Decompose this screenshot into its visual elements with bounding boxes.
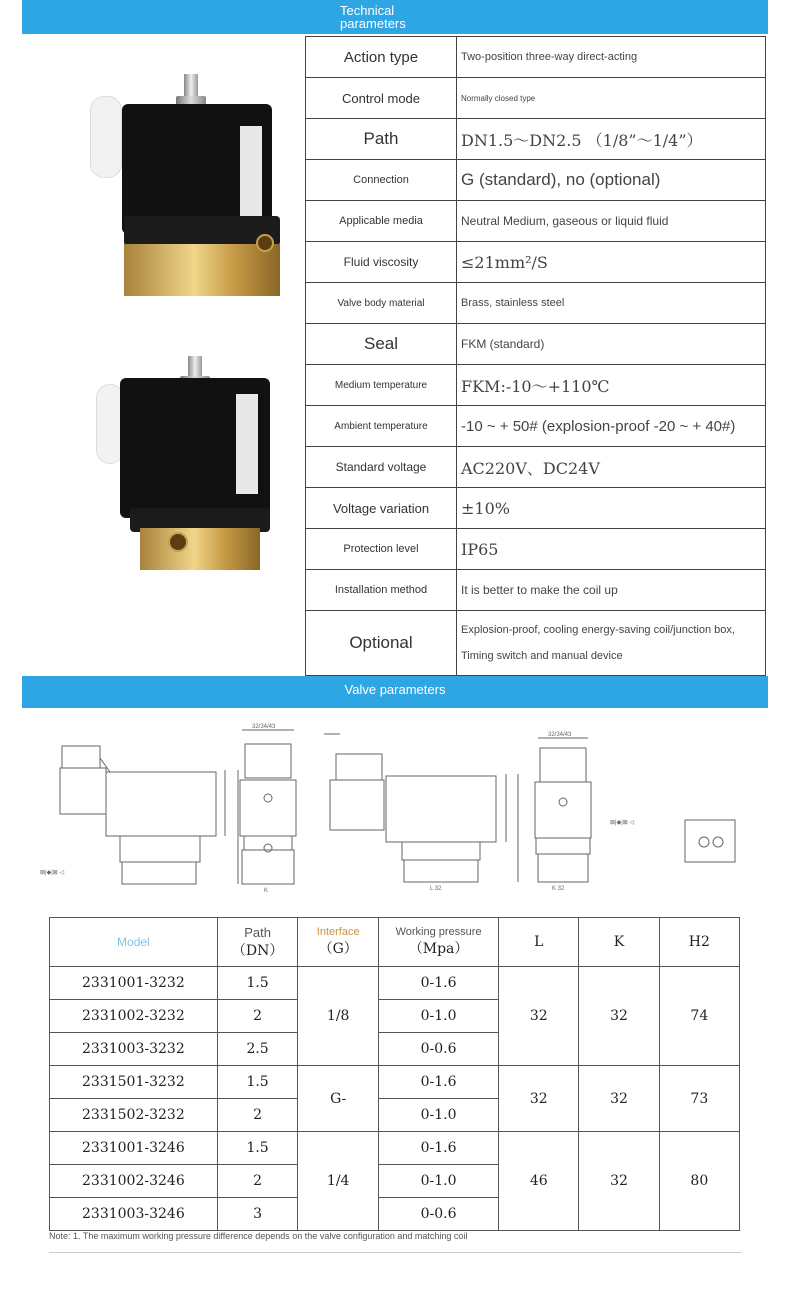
cell-interface: 1/8: [298, 967, 379, 1066]
table-header-row: [50, 918, 740, 967]
cell-dn: 3: [217, 1198, 298, 1231]
table-row: [306, 160, 766, 201]
footnote: Note: 1. The maximum working pressure difference depends on the valve configuration and matching coil: [49, 1231, 468, 1241]
dim-label-d1: 32/34/43: [252, 724, 276, 730]
param-value: Brass, stainless steel: [457, 283, 766, 324]
param-key: Optional: [306, 611, 457, 676]
table-row: [50, 1066, 740, 1099]
drawing-bottom-view: [685, 820, 735, 862]
technical-drawings: [30, 718, 770, 908]
cell-pressure: 0-1.6: [378, 1066, 498, 1099]
header-H2: H2: [659, 918, 739, 967]
param-value-line: Explosion-proof, cooling energy-saving coil/junction box,: [461, 624, 735, 636]
param-key: Ambient temperature: [306, 406, 457, 447]
param-value: ±10%: [457, 488, 766, 529]
cell-pressure: 0-1.6: [378, 967, 498, 1000]
table-row: [306, 242, 766, 283]
param-value-line: Timing switch and manual device: [461, 650, 623, 662]
drawing-front-view-1: [240, 724, 296, 894]
header-K: K: [579, 918, 659, 967]
header-L: L: [499, 918, 579, 967]
table-row: [306, 365, 766, 406]
table-row: [306, 324, 766, 365]
svg-text:⊠|◆|⊠ ◁: ⊠|◆|⊠ ◁: [610, 820, 635, 826]
param-value: G (standard), no (optional): [457, 160, 766, 201]
param-key: Medium temperature: [306, 365, 457, 406]
param-value: FKM:-10～+110℃: [457, 365, 766, 406]
table-row: [306, 406, 766, 447]
cell-model: 2331003-3246: [50, 1198, 218, 1231]
product-photo-bottom: [60, 350, 300, 580]
cell-L: 32: [499, 1066, 579, 1132]
dim-label-l32: L 32: [430, 886, 442, 892]
technical-parameters-table: [305, 36, 766, 676]
param-key: Applicable media: [306, 201, 457, 242]
param-key: Valve body material: [306, 283, 457, 324]
cell-model: 2331002-3246: [50, 1165, 218, 1198]
cell-dn: 2.5: [217, 1033, 298, 1066]
param-key: Path: [306, 119, 457, 160]
param-key: Protection level: [306, 529, 457, 570]
cell-model: 2331501-3232: [50, 1066, 218, 1099]
cell-dn: 2: [217, 1000, 298, 1033]
cell-dn: 2: [217, 1099, 298, 1132]
drawing-side-view-2: [324, 734, 518, 892]
header-path: Path （DN）: [217, 918, 298, 967]
cell-dn: 2: [217, 1165, 298, 1198]
divider: [49, 1252, 742, 1253]
param-key: Installation method: [306, 570, 457, 611]
cell-H2: 80: [659, 1132, 739, 1231]
technical-parameters-banner: [22, 0, 768, 34]
cell-pressure: 0-1.0: [378, 1099, 498, 1132]
param-key: Seal: [306, 324, 457, 365]
cell-pressure: 0-1.0: [378, 1165, 498, 1198]
header-interface: Interface （G）: [298, 918, 379, 967]
table-row: [306, 201, 766, 242]
cell-model: 2331003-3232: [50, 1033, 218, 1066]
table-row: [306, 37, 766, 78]
table-row: [306, 529, 766, 570]
valve-parameters-table: [49, 917, 740, 1231]
param-value: Normally closed type: [457, 78, 766, 119]
cell-model: 2331001-3246: [50, 1132, 218, 1165]
table-row: [306, 119, 766, 160]
cell-dn: 1.5: [217, 1132, 298, 1165]
banner-title: Valve parameters: [344, 682, 446, 697]
table-row: [50, 967, 740, 1000]
valve-parameters-banner: [22, 676, 768, 708]
cell-pressure: 0-0.6: [378, 1198, 498, 1231]
table-row: [50, 1132, 740, 1165]
param-key: Fluid viscosity: [306, 242, 457, 283]
param-value: DN1.5～DN2.5 （1/8”～1/4”）: [457, 119, 766, 160]
param-value: [457, 611, 766, 676]
param-value: ≤21mm²/S: [457, 242, 766, 283]
cell-K: 32: [579, 1132, 659, 1231]
table-row: [306, 78, 766, 119]
param-value: It is better to make the coil up: [457, 570, 766, 611]
table-row: [306, 570, 766, 611]
table-row: [306, 611, 766, 676]
param-value: Two-position three-way direct-acting: [457, 37, 766, 78]
param-value: IP65: [457, 529, 766, 570]
dim-label-k: K: [264, 888, 269, 894]
header-model: Model: [50, 918, 218, 967]
cell-pressure: 0-1.0: [378, 1000, 498, 1033]
cell-pressure: 0-0.6: [378, 1033, 498, 1066]
drawing-side-view-1: [40, 746, 238, 884]
dim-label-k32: K 32: [552, 886, 565, 892]
header-working-pressure: Working pressure （Mpa）: [378, 918, 498, 967]
svg-text:⊠|◆|⊠ ◁: ⊠|◆|⊠ ◁: [40, 870, 65, 876]
cell-dn: 1.5: [217, 967, 298, 1000]
cell-dn: 1.5: [217, 1066, 298, 1099]
param-key: Control mode: [306, 78, 457, 119]
param-key: Action type: [306, 37, 457, 78]
cell-model: 2331001-3232: [50, 967, 218, 1000]
param-key: Voltage variation: [306, 488, 457, 529]
cell-interface: G-: [298, 1066, 379, 1132]
cell-interface: 1/4: [298, 1132, 379, 1231]
param-value: AC220V、DC24V: [457, 447, 766, 488]
cell-L: 46: [499, 1132, 579, 1231]
param-value: Neutral Medium, gaseous or liquid fluid: [457, 201, 766, 242]
param-value: FKM (standard): [457, 324, 766, 365]
cell-L: 32: [499, 967, 579, 1066]
product-photo-top: [60, 66, 300, 306]
dim-label-d2: 32/34/43: [548, 732, 572, 738]
cell-pressure: 0-1.6: [378, 1132, 498, 1165]
banner-title: Technical parameters: [340, 3, 406, 31]
cell-H2: 74: [659, 967, 739, 1066]
param-key: Connection: [306, 160, 457, 201]
cell-model: 2331002-3232: [50, 1000, 218, 1033]
cell-H2: 73: [659, 1066, 739, 1132]
cell-model: 2331502-3232: [50, 1099, 218, 1132]
drawing-front-view-2: [535, 732, 634, 892]
cell-K: 32: [579, 1066, 659, 1132]
param-value: -10 ~ + 50# (explosion-proof -20 ~ + 40#): [457, 406, 766, 447]
table-row: [306, 447, 766, 488]
param-key: Standard voltage: [306, 447, 457, 488]
table-row: [306, 283, 766, 324]
cell-K: 32: [579, 967, 659, 1066]
table-row: [306, 488, 766, 529]
